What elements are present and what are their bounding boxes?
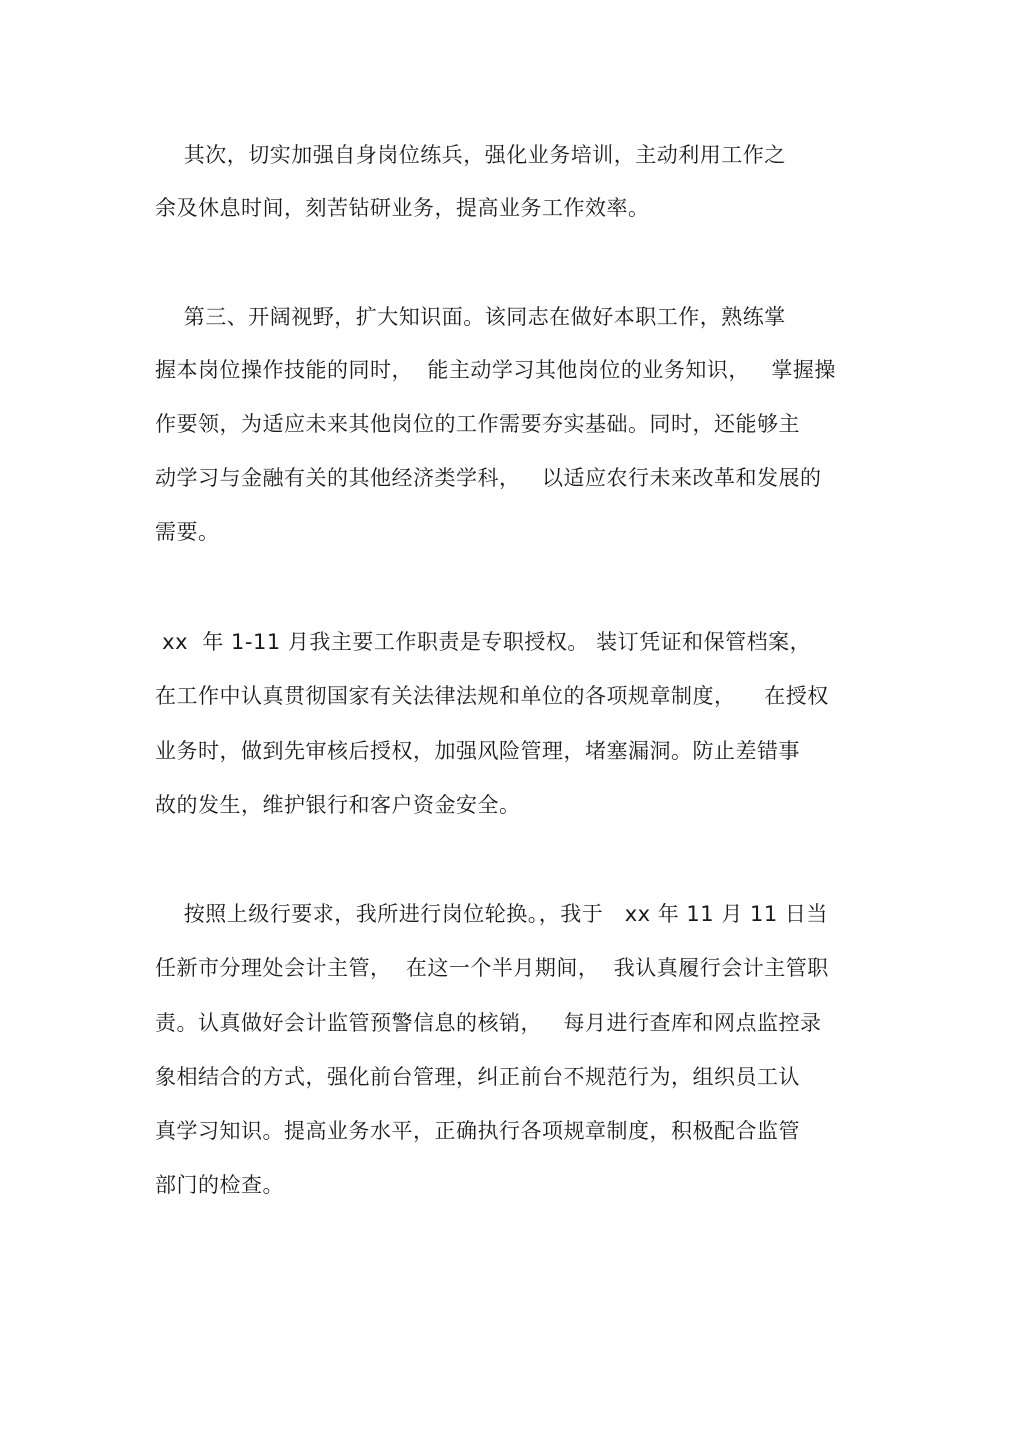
paragraph-2-line-3: 作要领，为适应未来其他岗位的工作需要夯实基础。同时，还能够主 — [155, 412, 800, 436]
paragraph-2-line-5: 需要。 — [155, 520, 220, 544]
paragraph-1-line-1: 其次，切实加强自身岗位练兵，强化业务培训，主动利用工作之 — [155, 143, 786, 167]
paragraph-4-line-4: 象相结合的方式，强化前台管理，纠正前台不规范行为，组织员工认 — [155, 1065, 800, 1089]
paragraph-2-line-4: 动学习与金融有关的其他经济类学科， 以适应农行未来改革和发展的 — [155, 466, 822, 490]
paragraph-3-line-2: 在工作中认真贯彻国家有关法律法规和单位的各项规章制度， 在授权 — [155, 684, 829, 708]
paragraph-4-line-6: 部门的检查。 — [155, 1173, 284, 1197]
paragraph-2-line-1: 第三、开阔视野，扩大知识面。该同志在做好本职工作，熟练掌 — [155, 305, 786, 329]
paragraph-4-line-2: 任新市分理处会计主管， 在这一个半月期间， 我认真履行会计主管职 — [155, 956, 829, 980]
paragraph-4-line-1: 按照上级行要求，我所进行岗位轮换。，我于 xx 年 11 月 11 日当 — [155, 902, 828, 926]
paragraph-1-line-2: 余及休息时间，刻苦钻研业务，提高业务工作效率。 — [155, 196, 650, 220]
paragraph-4-line-3: 责。认真做好会计监管预警信息的核销， 每月进行查库和网点监控录 — [155, 1011, 822, 1035]
paragraph-3-line-3: 业务时，做到先审核后授权，加强风险管理，堵塞漏洞。防止差错事 — [155, 739, 800, 763]
paragraph-3-line-4: 故的发生，维护银行和客户资金安全。 — [155, 793, 521, 817]
paragraph-2-line-2: 握本岗位操作技能的同时， 能主动学习其他岗位的业务知识， 掌握操 — [155, 358, 836, 382]
paragraph-3-line-1: xx 年 1-11 月我主要工作职责是专职授权。 装订凭证和保管档案， — [155, 630, 812, 654]
paragraph-4-line-5: 真学习知识。提高业务水平，正确执行各项规章制度，积极配合监管 — [155, 1119, 800, 1143]
